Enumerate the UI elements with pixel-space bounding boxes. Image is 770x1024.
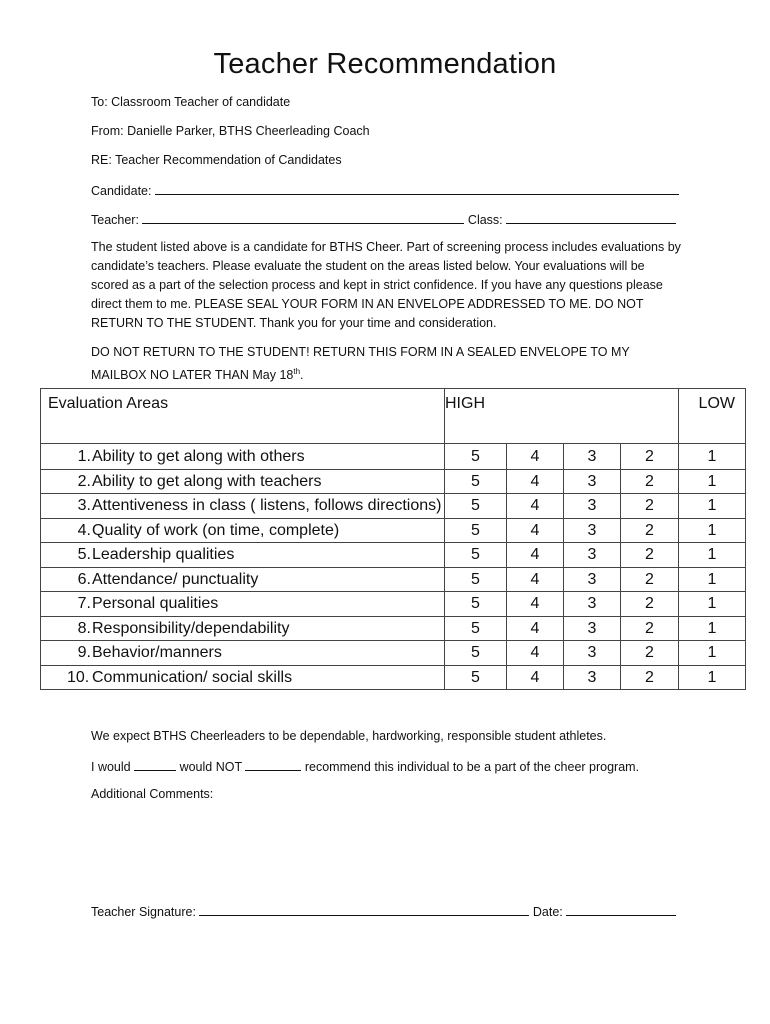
item-label: Attendance/ punctuality: [92, 570, 259, 588]
item-number: 4.: [77, 521, 91, 539]
score-2-cell[interactable]: 2: [621, 592, 679, 617]
evaluation-area-cell: [41, 616, 445, 641]
evaluation-area-cell: [41, 444, 445, 470]
evaluation-area-cell: [41, 469, 445, 494]
would-field[interactable]: [134, 758, 176, 771]
score-3-cell[interactable]: 3: [564, 641, 621, 666]
item-number: 3.: [77, 497, 91, 514]
table-row: [41, 469, 746, 494]
signature-field[interactable]: [199, 903, 529, 916]
score-4-cell[interactable]: 4: [507, 469, 564, 494]
score-5-cell[interactable]: 5: [445, 616, 507, 641]
evaluation-area-cell: [41, 518, 445, 543]
would-not-label: would NOT: [179, 760, 242, 774]
evaluation-area-cell: [41, 641, 445, 666]
return-notice: [91, 343, 681, 385]
score-2-cell[interactable]: 2: [621, 616, 679, 641]
table-row: [41, 665, 746, 690]
score-2-cell[interactable]: 2: [621, 567, 679, 592]
memo-re: RE: Teacher Recommendation of Candidates: [91, 153, 342, 167]
table-row: [41, 567, 746, 592]
score-5-cell[interactable]: 5: [445, 641, 507, 666]
candidate-row: [91, 182, 679, 198]
evaluation-area-cell: [41, 665, 445, 690]
page-title: Teacher Recommendation: [213, 48, 557, 80]
signature-row: [91, 903, 676, 919]
memo-to: To: Classroom Teacher of candidate: [91, 95, 291, 109]
score-4-cell[interactable]: 4: [507, 616, 564, 641]
item-label: Behavior/manners: [92, 644, 222, 661]
score-1-cell[interactable]: 1: [679, 641, 746, 666]
score-4-cell[interactable]: 4: [507, 518, 564, 543]
candidate-field[interactable]: [155, 182, 679, 195]
recommend-row: [91, 758, 639, 774]
table-row: [41, 518, 746, 543]
item-number: 6.: [77, 570, 91, 588]
item-number: 9.: [77, 644, 91, 661]
date-field[interactable]: [566, 903, 676, 916]
class-label: Class:: [467, 213, 503, 227]
header-low: LOW: [679, 389, 746, 444]
candidate-label: Candidate:: [91, 184, 152, 198]
instructions-paragraph: The student listed above is a candidate for BTHS Cheer. Part of screening process includes evaluations by candidate’s teachers. Please evaluate the student on the areas listed below. Your evaluations will be scored as a part of the selection process and kept in strict confidence. If you have any questions please direct them to me. PLEASE SEAL YOUR FORM IN AN ENVELOPE ADDRESSED TO ME. DO NOT RETURN TO THE STUDENT. Thank you for your time and consideration.: [91, 240, 681, 330]
score-1-cell[interactable]: 1: [679, 665, 746, 690]
table-header-row: [41, 389, 746, 444]
score-4-cell[interactable]: 4: [507, 592, 564, 617]
item-number: 8.: [77, 619, 91, 637]
score-1-cell[interactable]: 1: [679, 518, 746, 543]
score-5-cell[interactable]: 5: [445, 469, 507, 494]
signature-label: Teacher Signature:: [91, 905, 196, 919]
score-2-cell[interactable]: 2: [621, 469, 679, 494]
score-3-cell[interactable]: 3: [564, 518, 621, 543]
score-1-cell[interactable]: 1: [679, 616, 746, 641]
additional-comments-label: Additional Comments:: [91, 787, 214, 801]
item-label: Responsibility/dependability: [92, 619, 290, 637]
score-2-cell[interactable]: 2: [621, 641, 679, 666]
item-number: 2.: [77, 472, 91, 490]
score-3-cell[interactable]: 3: [564, 543, 621, 568]
evaluation-area-cell: [41, 592, 445, 617]
score-2-cell[interactable]: 2: [621, 518, 679, 543]
item-label: Personal qualities: [92, 595, 219, 612]
evaluation-area-cell: [41, 543, 445, 568]
item-label: Attentiveness in class ( listens, follows directions): [92, 497, 442, 514]
item-number: 7.: [77, 595, 91, 612]
score-5-cell[interactable]: 5: [445, 518, 507, 543]
score-3-cell[interactable]: 3: [564, 665, 621, 690]
score-4-cell[interactable]: 4: [507, 494, 564, 519]
score-3-cell[interactable]: 3: [564, 616, 621, 641]
teacher-field[interactable]: [142, 211, 464, 224]
item-number: 1.: [77, 448, 91, 465]
teacher-row: [91, 211, 676, 227]
score-2-cell[interactable]: 2: [621, 665, 679, 690]
score-1-cell[interactable]: 1: [679, 494, 746, 519]
table-row: [41, 641, 746, 666]
score-5-cell[interactable]: 5: [445, 592, 507, 617]
item-label: Ability to get along with others: [92, 448, 305, 465]
evaluation-area-cell: [41, 494, 445, 519]
would-not-field[interactable]: [245, 758, 301, 771]
table-row: [41, 616, 746, 641]
item-label: Quality of work (on time, complete): [92, 521, 340, 539]
item-label: Leadership qualities: [92, 546, 235, 563]
score-4-cell[interactable]: 4: [507, 641, 564, 666]
score-1-cell[interactable]: 1: [679, 543, 746, 568]
score-1-cell[interactable]: 1: [679, 444, 746, 470]
table-row: [41, 444, 746, 470]
class-field[interactable]: [506, 211, 676, 224]
evaluation-area-cell: [41, 567, 445, 592]
item-label: Communication/ social skills: [92, 668, 293, 686]
date-label: Date:: [532, 905, 563, 919]
header-evaluation-areas: Evaluation Areas: [41, 389, 445, 444]
score-3-cell[interactable]: 3: [564, 469, 621, 494]
recommend-rest: recommend this individual to be a part of the cheer program.: [304, 760, 640, 774]
item-number: 10.: [67, 668, 90, 686]
score-5-cell[interactable]: 5: [445, 665, 507, 690]
header-high-label: HIGH: [445, 395, 485, 412]
score-2-cell[interactable]: 2: [621, 444, 679, 470]
score-4-cell[interactable]: 4: [507, 444, 564, 470]
evaluation-rows: [41, 444, 746, 690]
memo-from: From: Danielle Parker, BTHS Cheerleading Coach: [91, 124, 370, 138]
score-3-cell[interactable]: 3: [564, 494, 621, 519]
score-4-cell[interactable]: 4: [507, 567, 564, 592]
item-label: Ability to get along with teachers: [92, 472, 322, 490]
score-1-cell[interactable]: 1: [679, 469, 746, 494]
header-high: [445, 389, 679, 444]
score-1-cell[interactable]: 1: [679, 567, 746, 592]
score-1-cell[interactable]: 1: [679, 592, 746, 617]
score-5-cell[interactable]: 5: [445, 567, 507, 592]
score-5-cell[interactable]: 5: [445, 543, 507, 568]
score-2-cell[interactable]: 2: [621, 543, 679, 568]
return-notice-end: .: [300, 368, 304, 383]
score-4-cell[interactable]: 4: [507, 543, 564, 568]
i-would-label: I would: [91, 760, 131, 774]
score-4-cell[interactable]: 4: [507, 665, 564, 690]
evaluation-table: [40, 388, 746, 690]
score-3-cell[interactable]: 3: [564, 567, 621, 592]
return-notice-text: DO NOT RETURN TO THE STUDENT! RETURN THIS FORM IN A SEALED ENVELOPE TO MY MAILBOX NO LATER THAN May 18: [91, 345, 630, 383]
table-row: [41, 592, 746, 617]
return-notice-sup: th: [293, 367, 301, 376]
teacher-label: Teacher:: [91, 213, 139, 227]
table-row: [41, 494, 746, 519]
item-number: 5.: [77, 546, 91, 563]
score-2-cell[interactable]: 2: [621, 494, 679, 519]
score-5-cell[interactable]: 5: [445, 494, 507, 519]
table-row: [41, 543, 746, 568]
expectation-text: We expect BTHS Cheerleaders to be dependable, hardworking, responsible student athletes.: [91, 729, 607, 743]
score-3-cell[interactable]: 3: [564, 592, 621, 617]
score-3-cell[interactable]: 3: [564, 444, 621, 470]
score-5-cell[interactable]: 5: [445, 444, 507, 470]
